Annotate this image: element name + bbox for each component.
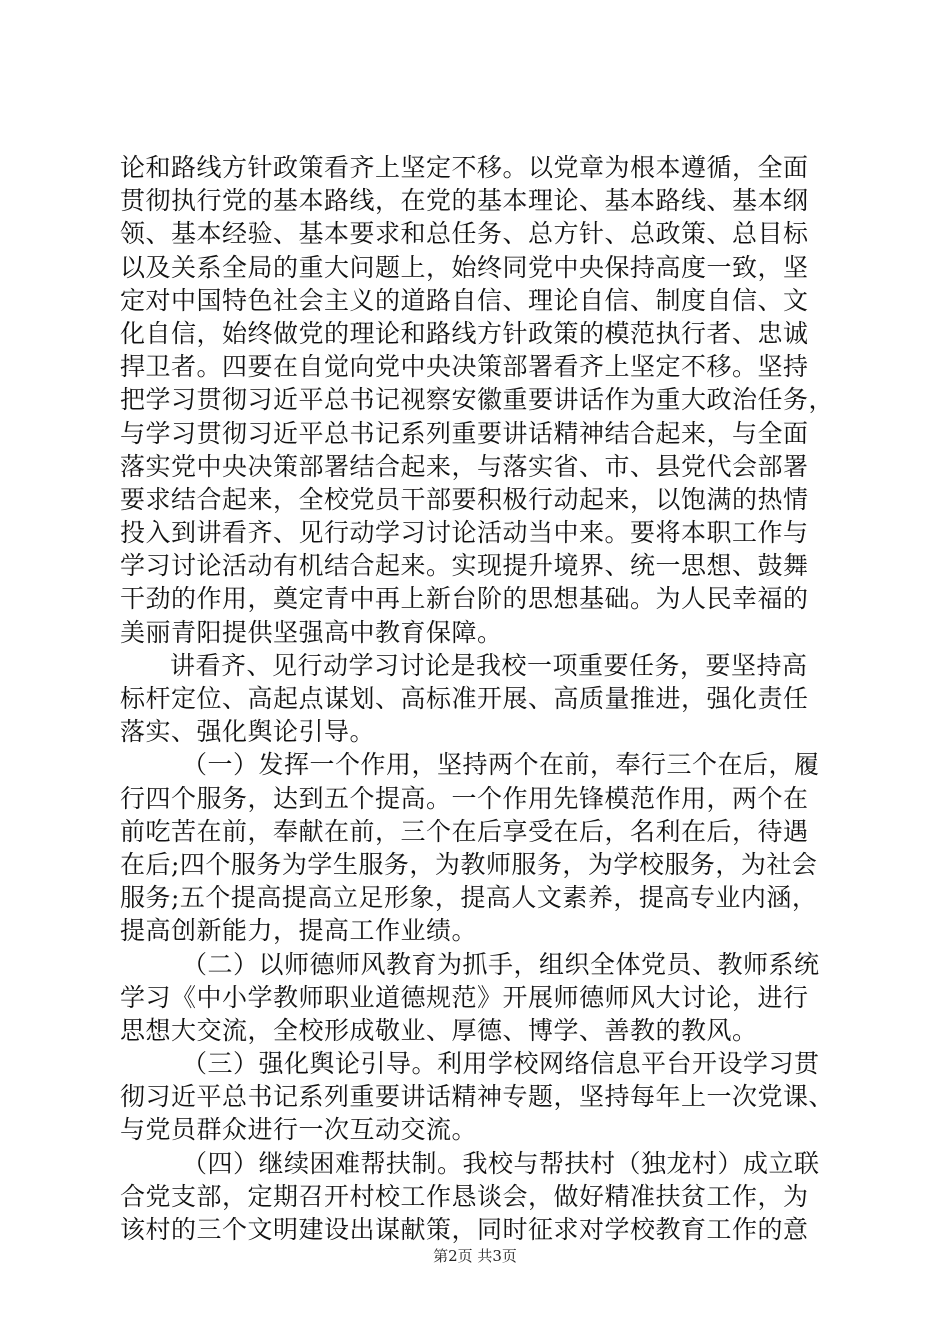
document-body bbox=[120, 151, 836, 1246]
paragraph-start-line: （四）继续困难帮扶制。我校与帮扶村（独龙村）成立联 bbox=[182, 1148, 820, 1178]
paragraph-start-line: （二）以师德师风教育为抓手，组织全体党员、教师系统 bbox=[182, 949, 820, 979]
text-line: 与学习贯彻习近平总书记系列重要讲话精神结合起来，与全面 bbox=[120, 418, 809, 448]
text-line: 合党支部，定期召开村校工作恳谈会，做好精准扶贫工作，为 bbox=[120, 1181, 809, 1211]
text-line: 服务;五个提高提高立足形象，提高人文素养，提高专业内涵， bbox=[120, 883, 818, 913]
text-line: 落实党中央决策部署结合起来，与落实省、市、县党代会部署 bbox=[120, 451, 809, 481]
text-line: 干劲的作用，奠定青中再上新台阶的思想基础。为人民幸福的 bbox=[120, 584, 809, 614]
text-line: 与党员群众进行一次互动交流。 bbox=[120, 1115, 478, 1145]
text-line: 以及关系全局的重大问题上，始终同党中央保持高度一致，坚 bbox=[120, 252, 809, 282]
paragraph-start-line: 讲看齐、见行动学习讨论是我校一项重要任务，要坚持高 bbox=[170, 650, 808, 680]
text-line: 思想大交流，全校形成敬业、厚德、博学、善教的教风。 bbox=[120, 1015, 758, 1045]
text-line: 前吃苦在前，奉献在前，三个在后享受在后，名利在后，待遇 bbox=[120, 816, 809, 846]
text-line: 要求结合起来，全校党员干部要积极行动起来，以饱满的热情 bbox=[120, 484, 809, 514]
text-line: 贯彻执行党的基本路线，在党的基本理论、基本路线、基本纲 bbox=[120, 186, 809, 216]
text-line: 论和路线方针政策看齐上坚定不移。以党章为根本遵循，全面 bbox=[120, 153, 809, 182]
text-line: 提高创新能力，提高工作业绩。 bbox=[120, 916, 478, 946]
text-line: 把学习贯彻习近平总书记视察安徽重要讲话作为重大政治任务， bbox=[120, 385, 835, 415]
text-line: 领、基本经验、基本要求和总任务、总方针、总政策、总目标 bbox=[120, 219, 809, 249]
text-line: 行四个服务，达到五个提高。一个作用先锋模范作用，两个在 bbox=[120, 783, 809, 813]
paragraph-start-line: （三）强化舆论引导。利用学校网络信息平台开设学习贯 bbox=[182, 1049, 820, 1079]
text-line: 定对中国特色社会主义的道路自信、理论自信、制度自信、文 bbox=[120, 285, 809, 315]
text-line: 落实、强化舆论引导。 bbox=[120, 717, 376, 747]
text-line: 彻习近平总书记系列重要讲话精神专题，坚持每年上一次党课、 bbox=[120, 1082, 835, 1112]
text-line: 投入到讲看齐、见行动学习讨论活动当中来。要将本职工作与 bbox=[120, 518, 809, 548]
text-line: 学习讨论活动有机结合起来。实现提升境界、统一思想、鼓舞 bbox=[120, 551, 809, 581]
text-line: 化自信，始终做党的理论和路线方针政策的模范执行者、忠诚 bbox=[120, 318, 809, 348]
text-line: 学习《中小学教师职业道德规范》开展师德师风大讨论，进行 bbox=[120, 982, 809, 1012]
text-line: 在后;四个服务为学生服务，为教师服务，为学校服务，为社会 bbox=[120, 849, 818, 879]
page-number-footer: 第2页 共3页 bbox=[433, 1247, 517, 1265]
text-line: 美丽青阳提供坚强高中教育保障。 bbox=[120, 617, 503, 647]
paragraph-start-line: （一）发挥一个作用，坚持两个在前，奉行三个在后，履 bbox=[182, 750, 820, 780]
text-line: 该村的三个文明建设出谋献策，同时征求对学校教育工作的意 bbox=[120, 1215, 809, 1244]
text-line: 标杆定位、高起点谋划、高标准开展、高质量推进，强化责任 bbox=[120, 684, 809, 713]
text-line: 捍卫者。四要在自觉向党中央决策部署看齐上坚定不移。坚持 bbox=[120, 352, 809, 382]
